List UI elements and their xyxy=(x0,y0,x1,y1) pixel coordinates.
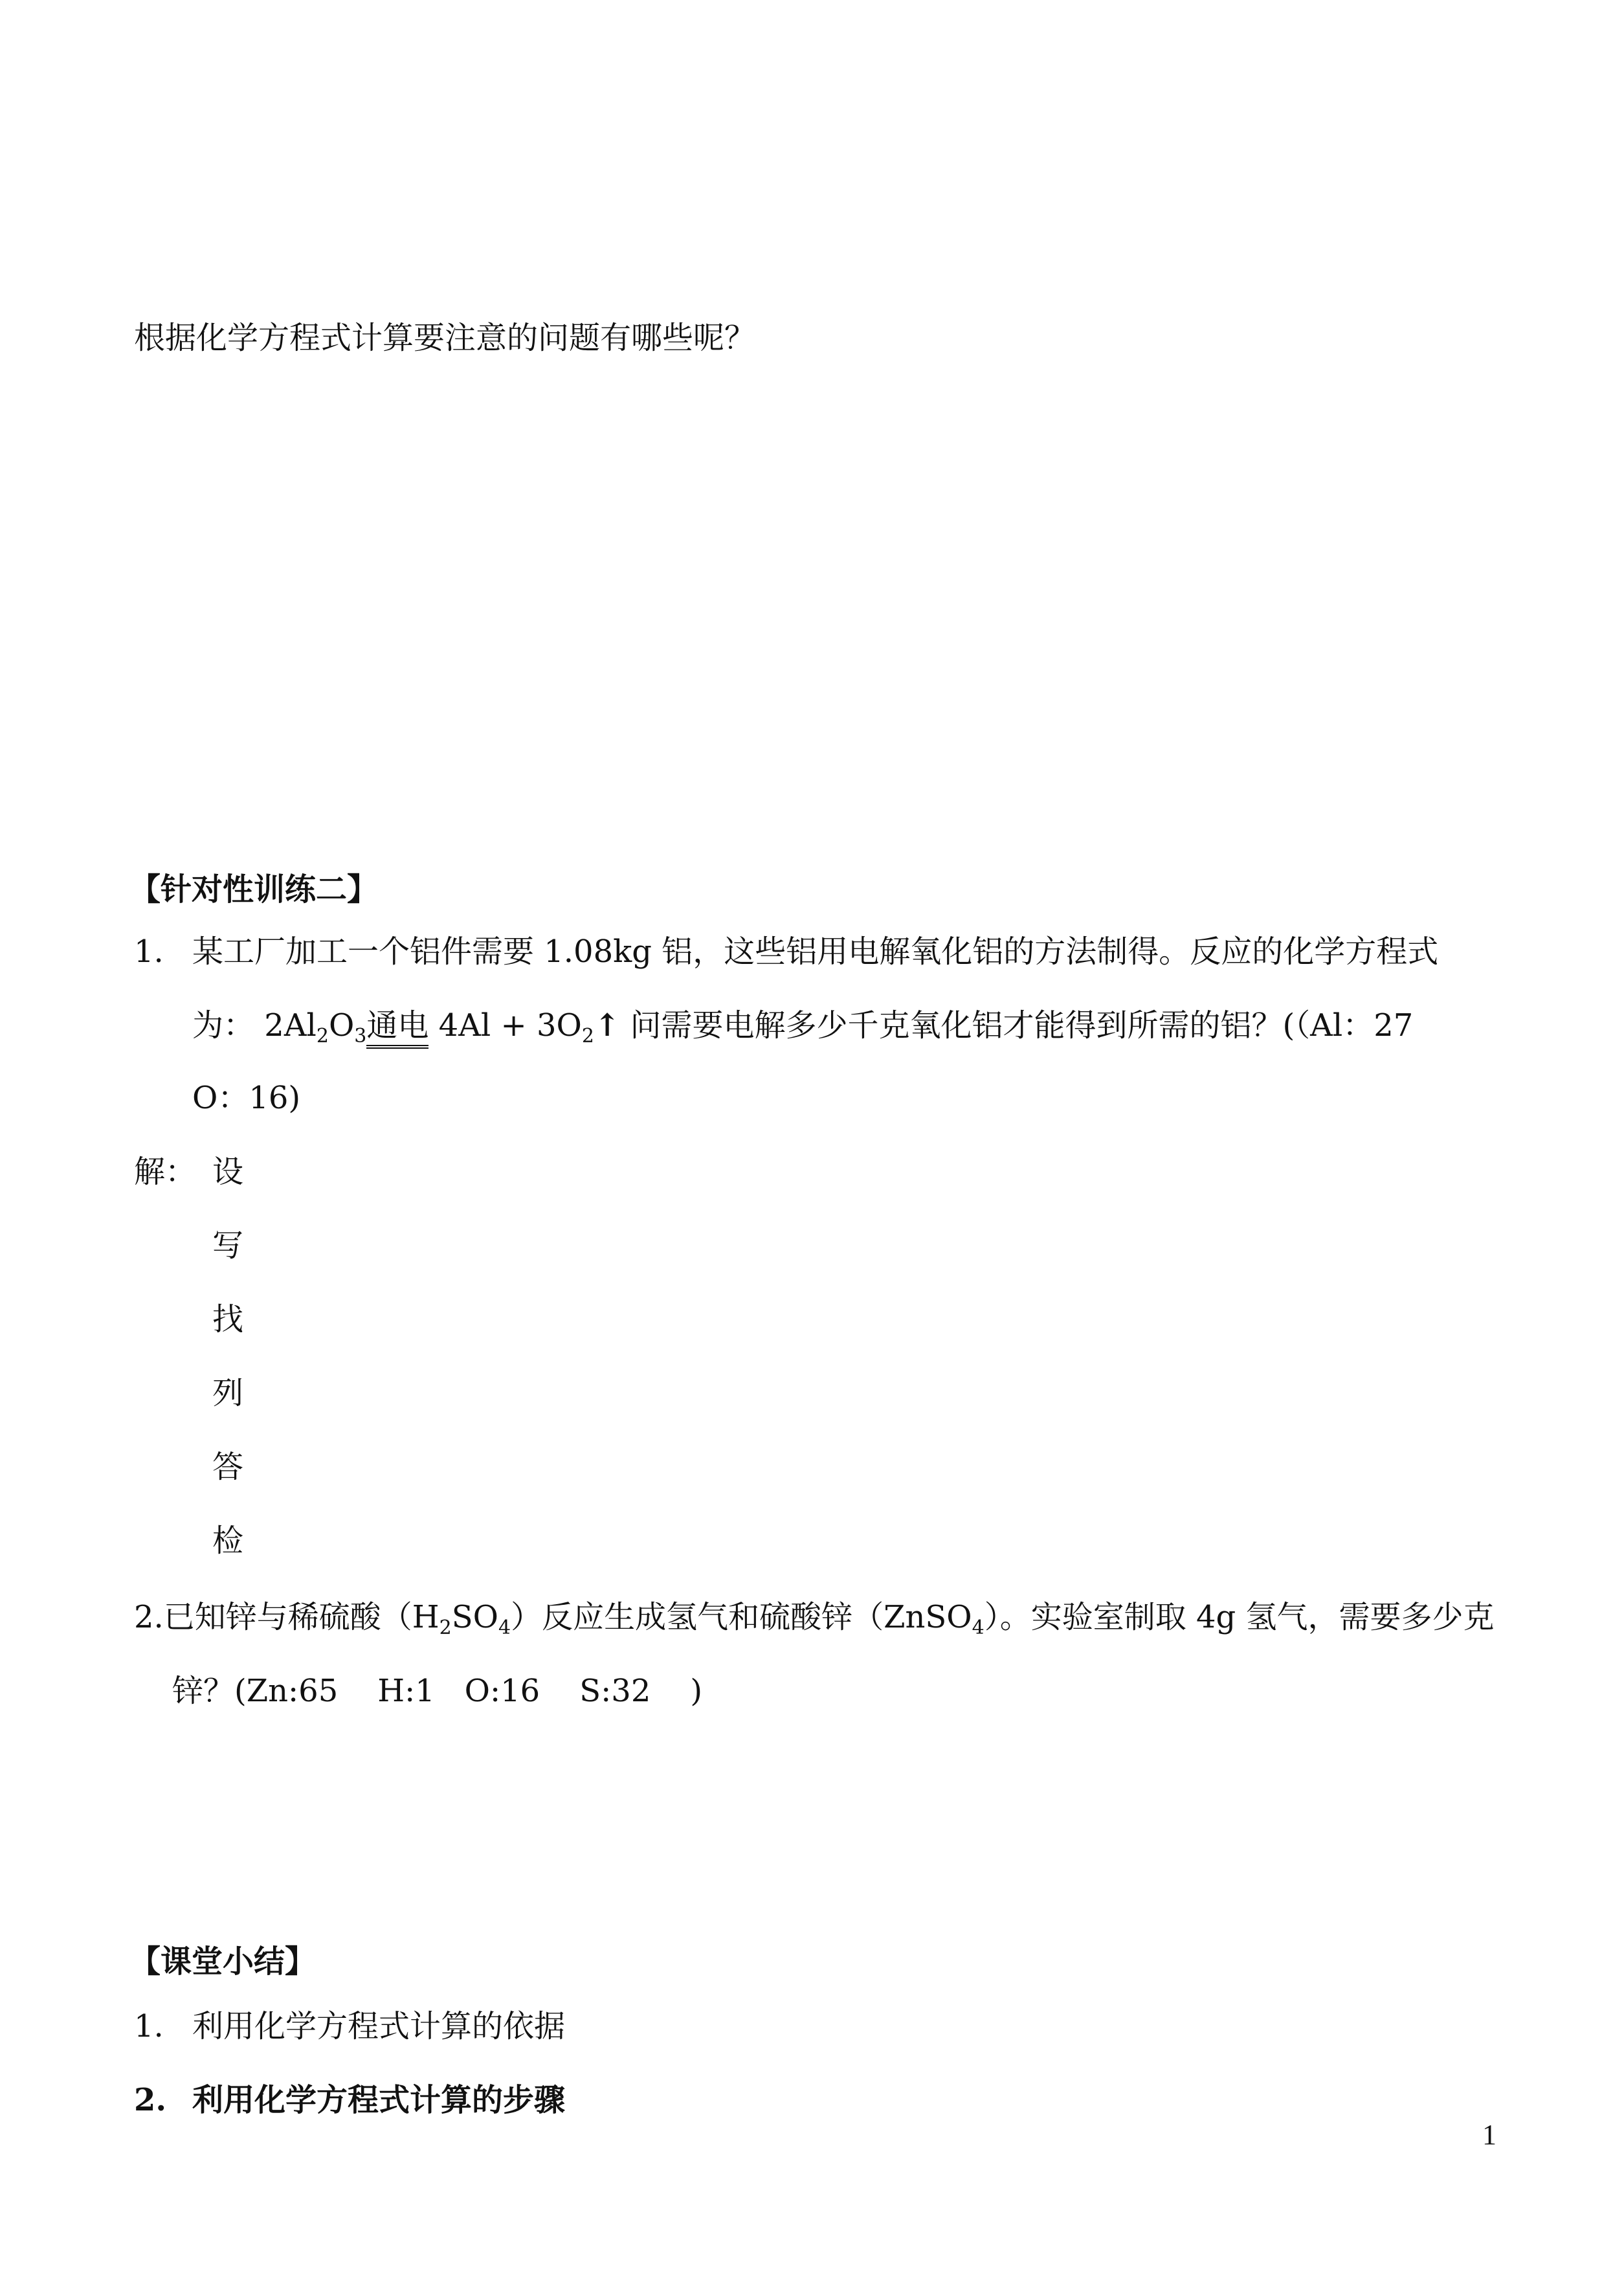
solution-label: 解： xyxy=(134,1154,197,1190)
equation-product2: $3O_2$ xyxy=(536,1007,594,1047)
q1-equation-line xyxy=(192,1006,1413,1045)
q2-line2: 锌？(Zn:65 H:1 O:16 S:32 ) xyxy=(172,1673,703,1709)
solution-step: 设 xyxy=(212,1154,244,1190)
gas-arrow-icon: ↑ xyxy=(594,1007,621,1044)
equation-plus: + xyxy=(500,1007,527,1044)
question-text: 根据化学方程式计算要注意的问题有哪些呢？ xyxy=(134,320,756,356)
solution-step: 写 xyxy=(212,1227,244,1264)
solution-step: 检 xyxy=(212,1523,244,1559)
solution-step: 答 xyxy=(212,1449,244,1485)
solution-step: 找 xyxy=(212,1301,244,1337)
equation-product1: 4Al xyxy=(438,1007,491,1044)
summary-heading: 【课堂小结】 xyxy=(129,1943,317,1980)
q1-line3: O：16) xyxy=(192,1080,301,1116)
q1-line1: 某工厂加工一个铝件需要 1.08kg 铝，这些铝用电解氧化铝的方法制得。反应的化学方程式 xyxy=(192,934,1439,970)
training2-heading: 【针对性训练二】 xyxy=(129,871,379,908)
equation-condition: 通电 xyxy=(366,1007,428,1049)
q1-question: 问需要电解多少千克氧化铝才能得到所需的铝？(（Al：27 xyxy=(630,1007,1414,1044)
q2-line1: 2.已知锌与稀硫酸$(H_2SO_4)$反应生成氢气和硫酸锌（ZnSO$_4$）。实验室制取 4g 氢气，需要多少克 xyxy=(134,1599,1495,1639)
q1-prefix: 为： xyxy=(192,1007,255,1044)
summary-item-number: 2. xyxy=(134,2082,167,2118)
page-number: 1 xyxy=(1482,2119,1496,2151)
q1-number: 1. xyxy=(134,934,164,970)
solution-step: 列 xyxy=(212,1375,244,1411)
summary-item-number: 1. xyxy=(134,2008,164,2044)
summary-item: 利用化学方程式计算的步骤 xyxy=(192,2082,566,2118)
summary-item: 利用化学方程式计算的依据 xyxy=(192,2008,566,2044)
equation-reactant: $2Al_2O_3$ xyxy=(264,1007,367,1047)
